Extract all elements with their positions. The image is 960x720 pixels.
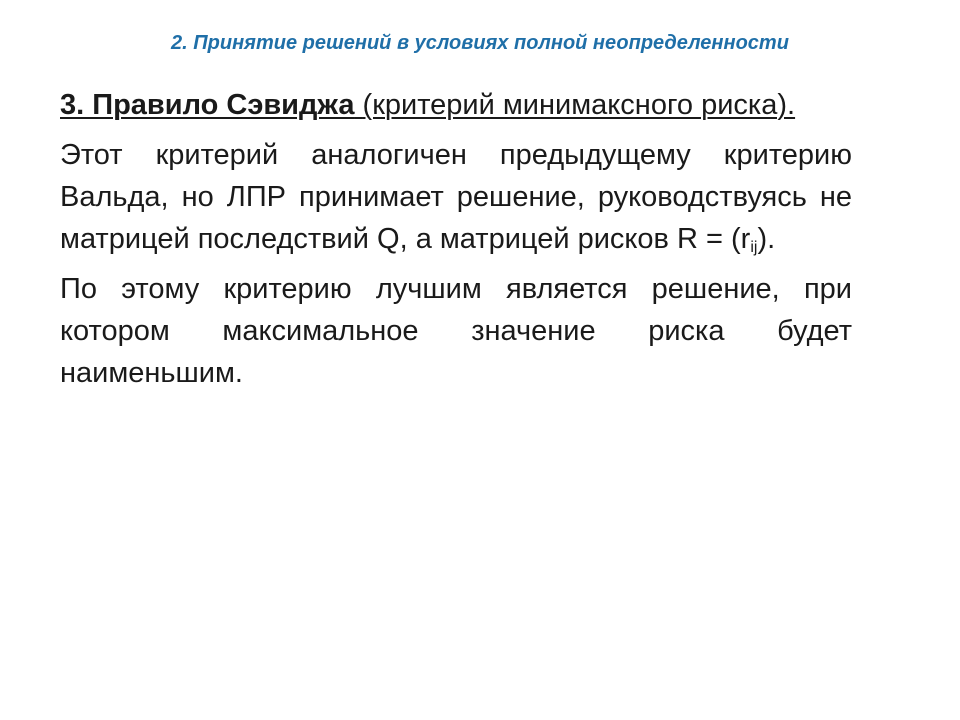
rule-name: 3. Правило Сэвиджа (60, 89, 355, 121)
paragraph-definition-text: Этот критерий аналогичен предыдущему критерию Вальда, но ЛПР принимает решение, руководствуясь не матрицей последствий Q, а матрицей рисков R = (r (60, 139, 852, 255)
paragraph-criterion (60, 268, 852, 394)
paragraph-criterion-text: По этому критерию лучшим является решение, при котором максимальное значение риска будет наименьшим. (60, 273, 852, 389)
rule-heading (60, 84, 852, 126)
slide-title: 2. Принятие решений в условиях полной неопределенности (171, 32, 789, 54)
risk-matrix-subscript: ij (750, 239, 758, 256)
paragraph-definition-suffix: ). (757, 223, 776, 255)
rule-description: (критерий минимаксного риска). (362, 89, 796, 121)
slide-body (60, 84, 852, 402)
paragraph-definition (60, 134, 852, 260)
